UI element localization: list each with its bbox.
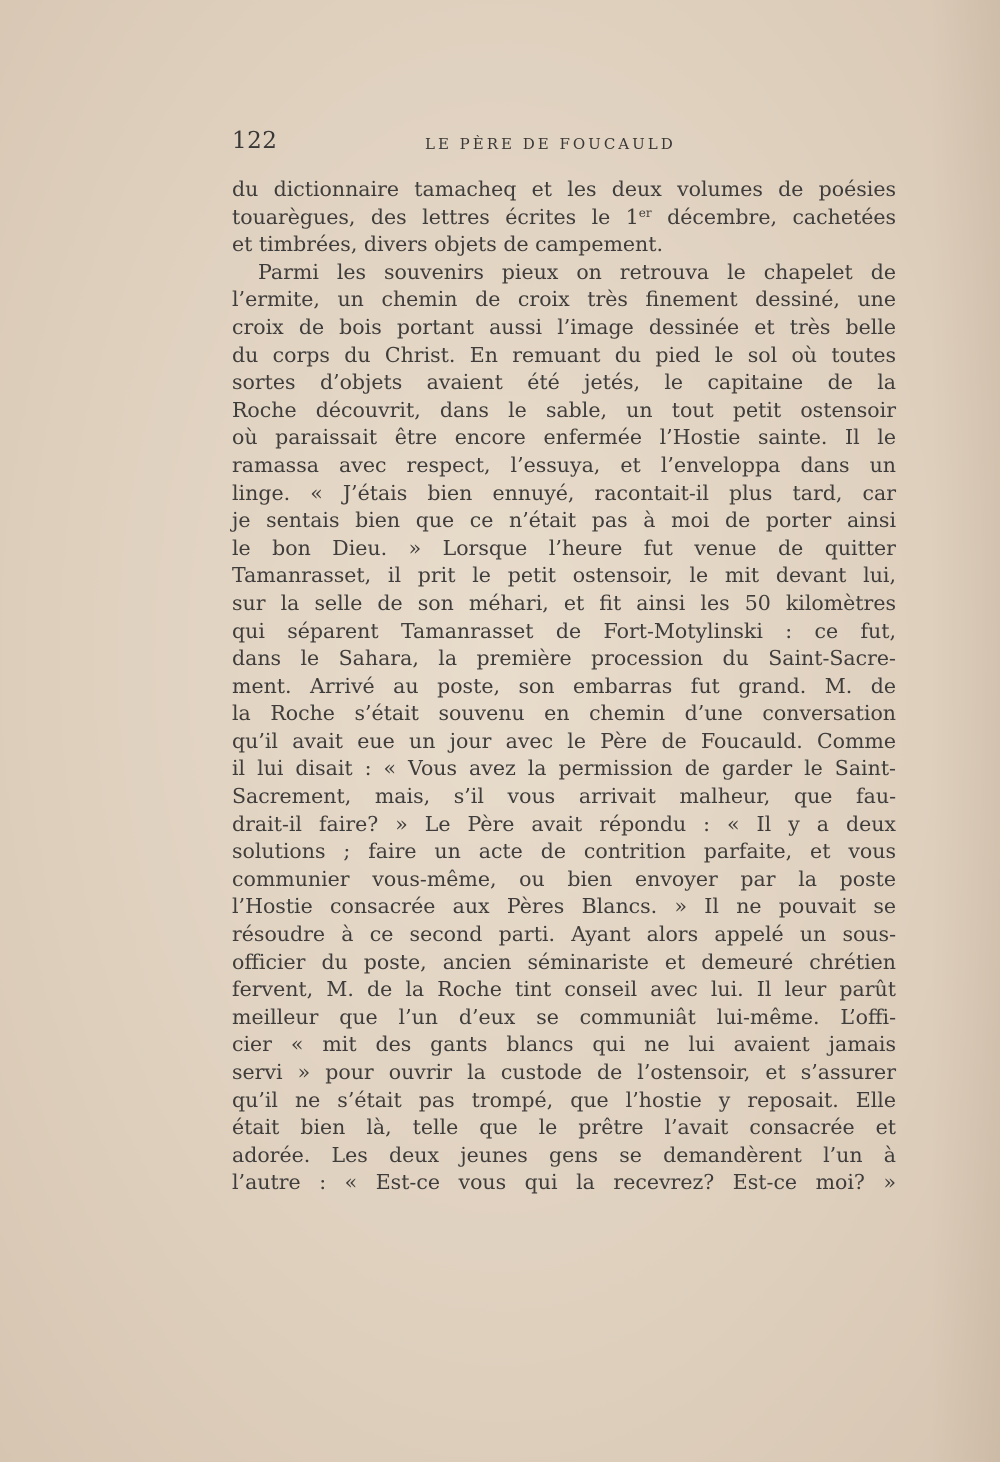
text-line: sortes d’objets avaient été jetés, le capitaine de la: [232, 370, 896, 395]
text-line: croix de bois portant aussi l’image dessinée et très belle: [232, 314, 896, 339]
page-number: 122: [232, 128, 278, 154]
text-line: ment. Arrivé au poste, son embarras fut grand. M. de: [232, 673, 896, 698]
page-edge-shadow: [930, 0, 1000, 1462]
paragraph-start-line: Parmi les souvenirs pieux on retrouva le chapelet de: [258, 259, 896, 284]
text-line: fervent, M. de la Roche tint conseil avec lui. Il leur parût: [232, 977, 896, 1002]
text-line: je sentais bien que ce n’était pas à moi de porter ainsi: [232, 508, 896, 533]
text-line: Roche découvrit, dans le sable, un tout petit ostensoir: [232, 397, 896, 422]
text-line: la Roche s’était souvenu en chemin d’une conversation: [232, 701, 896, 726]
text-line: [232, 204, 896, 232]
text-line: il lui disait : « Vous avez la permission de garder le Saint-: [232, 756, 896, 781]
text-line: adorée. Les deux jeunes gens se demandèrent l’un à: [232, 1142, 896, 1167]
text-line: l’ermite, un chemin de croix très finement dessiné, une: [232, 287, 896, 312]
text-line: officier du poste, ancien séminariste et demeuré chrétien: [232, 949, 896, 974]
text-line: dans le Sahara, la première procession du Saint-Sacre-: [232, 646, 896, 671]
text-line: communier vous-même, ou bien envoyer par la poste: [232, 866, 896, 891]
text-line: servi » pour ouvrir la custode de l’ostensoir, et s’assurer: [232, 1060, 896, 1084]
body-text: [232, 176, 896, 1197]
ordinal-superscript: er: [638, 205, 652, 220]
text-line-part: touarègues, des lettres écrites le 1: [232, 204, 639, 229]
running-head: [230, 126, 910, 162]
text-line: meilleur que l’un d’eux se communiât lui-même. L’offi-: [232, 1004, 896, 1029]
text-line: drait-il faire? » Le Père avait répondu : « Il y a deux: [232, 811, 896, 836]
text-line: l’Hostie consacrée aux Pères Blancs. » Il ne pouvait se: [232, 894, 896, 919]
text-line: qu’il ne s’était pas trompé, que l’hostie y reposait. Elle: [232, 1087, 896, 1112]
text-line: le bon Dieu. » Lorsque l’heure fut venue de quitter: [232, 535, 896, 560]
text-line: était bien là, telle que le prêtre l’avait consacrée et: [232, 1115, 896, 1140]
text-line: du dictionnaire tamacheq et les deux volumes de poésies: [232, 177, 896, 201]
text-line: cier « mit des gants blancs qui ne lui avaient jamais: [232, 1032, 896, 1057]
text-line: qui séparent Tamanrasset de Fort-Motylinski : ce fut,: [232, 618, 896, 643]
text-line: l’autre : « Est-ce vous qui la recevrez? Est-ce moi? »: [232, 1170, 896, 1195]
text-line: solutions ; faire un acte de contrition parfaite, et vous: [232, 839, 896, 864]
text-line: sur la selle de son méhari, et fit ainsi les 50 kilomètres: [232, 590, 896, 615]
text-line: Sacrement, mais, s’il vous arrivait malheur, que fau-: [232, 784, 896, 809]
text-line: qu’il avait eue un jour avec le Père de Foucauld. Comme: [232, 728, 896, 753]
text-line: et timbrées, divers objets de campement.: [232, 232, 664, 257]
text-line-part: décembre, cachetées: [651, 204, 896, 229]
text-line: résoudre à ce second parti. Ayant alors appelé un sous-: [232, 922, 896, 947]
text-line: linge. « J’étais bien ennuyé, racontait-il plus tard, car: [232, 480, 896, 505]
running-title: LE PÈRE DE FOUCAULD: [425, 135, 676, 153]
text-line: Tamanrasset, il prit le petit ostensoir, le mit devant lui,: [232, 563, 896, 588]
text-line: du corps du Christ. En remuant du pied le sol où toutes: [232, 342, 896, 367]
text-line: ramassa avec respect, l’essuya, et l’enveloppa dans un: [232, 452, 896, 477]
text-line: où paraissait être encore enfermée l’Hostie sainte. Il le: [232, 425, 896, 450]
